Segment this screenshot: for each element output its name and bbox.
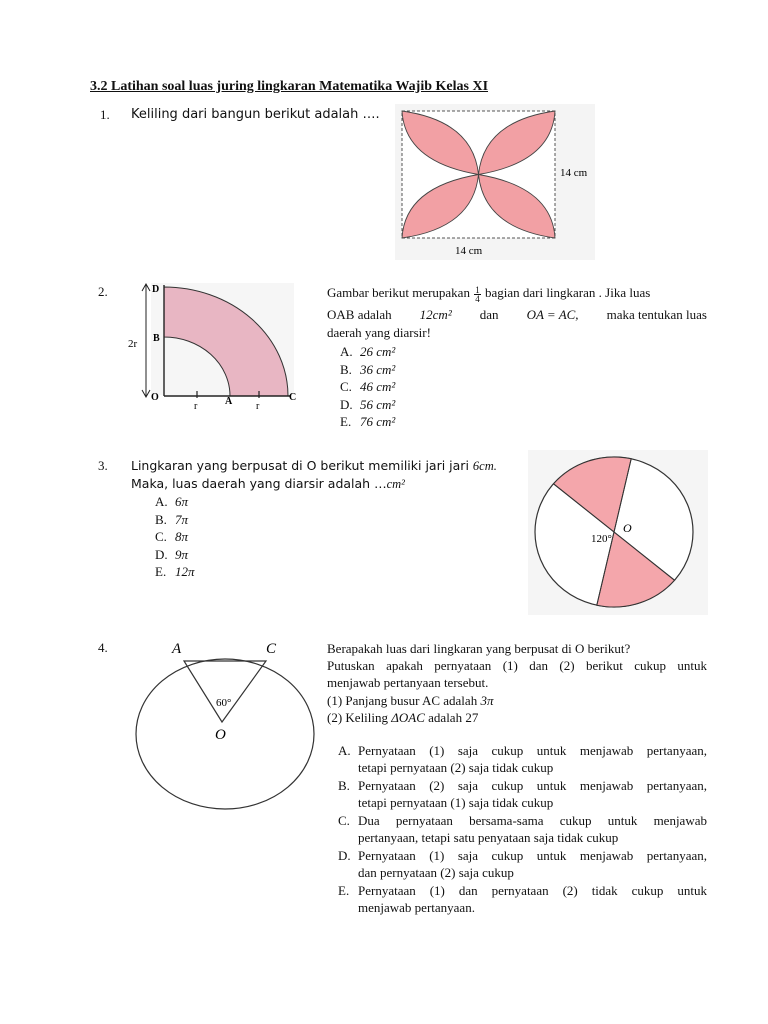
q2-line2-d: OA = AC, <box>526 306 579 322</box>
q2-frac-den: 4 <box>475 293 480 304</box>
q2-line2-b: 12cm² <box>419 306 452 322</box>
q2-option-e-value: 76 cm² <box>360 414 396 429</box>
q1-number: 1. <box>100 107 110 122</box>
q2-label-r1: r <box>194 401 198 412</box>
q4-option-b-letter: B. <box>338 778 350 793</box>
q2-option-c[interactable] <box>340 378 395 396</box>
q2-fraction <box>474 286 481 303</box>
q4-label-a: A <box>172 641 182 657</box>
q3-option-c-letter: C. <box>155 529 167 544</box>
q2-label-o: O <box>151 392 159 403</box>
q2-option-a-value: 26 cm² <box>360 344 396 359</box>
q3-figure <box>528 450 708 615</box>
q2-line2-a: OAB adalah <box>327 306 392 322</box>
q2-label-a: A <box>225 396 233 407</box>
q2-frac-num: 1 <box>475 284 480 295</box>
q3-option-b-letter: B. <box>155 511 167 527</box>
q4-option-e-line2: menjawab pertanyaan. <box>358 900 475 915</box>
q4-stmt2-math: ΔOAC <box>391 710 425 725</box>
q2-label-b: B <box>153 333 160 344</box>
q4-option-e-line1: Pernyataan (1) dan pernyataan (2) tidak cukup untuk <box>358 883 707 898</box>
q2-option-d-value: 56 cm² <box>360 396 396 412</box>
q4-option-d[interactable] <box>338 847 707 881</box>
q3-label-o: O <box>623 521 632 535</box>
q4-option-a[interactable] <box>338 742 707 776</box>
q3-option-d-letter: D. <box>155 546 168 562</box>
q4-option-c-line2: pertanyaan, tetapi satu penyataan saja tidak cukup <box>358 830 619 845</box>
q4-number: 4. <box>98 640 108 655</box>
q4-stmt1-math: 3π <box>480 693 494 708</box>
q4-line2: Putuskan apakah pernyataan (1) dan (2) berikut cukup untuk <box>327 658 707 673</box>
q3-option-a-value: 6π <box>175 494 189 509</box>
q4-option-a-line2: tetapi pernyataan (2) saja tidak cukup <box>358 760 554 775</box>
q2-option-c-value: 46 cm² <box>360 379 396 394</box>
q2-option-a[interactable] <box>340 343 395 361</box>
q4-label-c: C <box>266 641 277 657</box>
q4-question <box>327 640 707 726</box>
q2-label-r2: r <box>256 401 260 412</box>
q2-line3: daerah yang diarsir! <box>327 324 431 340</box>
q2-option-b[interactable] <box>340 361 395 379</box>
q3-option-e-value: 12π <box>175 564 195 579</box>
q2-option-d[interactable] <box>340 396 395 414</box>
q4-option-a-letter: A. <box>338 743 351 758</box>
q4-option-b-line2: tetapi pernyataan (1) saja tidak cukup <box>358 795 554 810</box>
q2-label-c: C <box>289 392 297 403</box>
q4-option-c[interactable] <box>338 812 707 846</box>
q4-options <box>338 742 707 916</box>
q3-option-e-letter: E. <box>155 564 167 579</box>
q2-option-e[interactable] <box>340 413 395 431</box>
q3-option-b-value: 7π <box>175 511 189 527</box>
q4-line3: menjawab pertanyaan tersebut. <box>327 675 489 690</box>
q2-label-2r: 2r <box>128 338 138 350</box>
q4-figure <box>125 636 325 816</box>
q2-option-e-letter: E. <box>340 414 352 429</box>
q3-option-a[interactable] <box>155 493 195 511</box>
q4-stmt2-post: adalah 27 <box>428 710 479 725</box>
q4-line1: Berapakah luas dari lingkaran yang berpusat di O berikut? <box>327 641 631 656</box>
q4-option-d-letter: D. <box>338 848 351 863</box>
q4-option-b[interactable] <box>338 777 707 811</box>
q1-figure <box>395 104 595 260</box>
page-title: 3.2 Latihan soal luas juring lingkaran Matematika Wajib Kelas XI <box>90 79 489 94</box>
q3-option-c[interactable] <box>155 528 195 546</box>
q1-label-right: 14 cm <box>560 167 588 179</box>
q2-option-b-value: 36 cm² <box>360 361 396 377</box>
q2-label-d: D <box>152 284 160 295</box>
q3-option-a-letter: A. <box>155 494 168 509</box>
q2-question <box>327 284 707 341</box>
q1-label-bottom: 14 cm <box>455 245 483 257</box>
q3-label-angle: 120° <box>591 533 612 545</box>
q2-option-c-letter: C. <box>340 379 352 394</box>
q4-option-e-letter: E. <box>338 883 350 898</box>
q3-option-d-value: 9π <box>175 546 189 562</box>
q4-option-b-line1: Pernyataan (2) saja cukup untuk menjawab pertanyaan, <box>358 778 707 793</box>
q1-text: Keliling dari bangun berikut adalah …. <box>131 107 380 122</box>
q2-line2-c: dan <box>479 306 499 322</box>
q2-figure <box>125 277 300 415</box>
q4-stmt2-pre: (2) Keliling <box>327 710 389 725</box>
q3-line1-pre: Lingkaran yang berpusat di O berikut memiliki jari jari <box>131 458 469 473</box>
q3-line2-math: cm² <box>386 477 405 491</box>
q3-question <box>131 457 531 493</box>
q3-option-c-value: 8π <box>175 529 189 544</box>
q2-line1-pre: Gambar berikut merupakan <box>327 285 470 300</box>
q3-option-b[interactable] <box>155 511 195 529</box>
q2-line2-e: maka tentukan luas <box>606 306 707 322</box>
q4-option-c-line1: Dua pernyataan bersama-sama cukup untuk menjawab <box>358 813 707 828</box>
q4-label-angle: 60° <box>216 697 232 709</box>
q4-option-e[interactable] <box>338 882 707 916</box>
q3-option-e[interactable] <box>155 563 195 581</box>
q2-option-b-letter: B. <box>340 361 352 377</box>
q3-line2-pre: Maka, luas daerah yang diarsir adalah … <box>131 476 387 491</box>
q2-line1-post: bagian dari lingkaran . Jika luas <box>484 285 651 300</box>
q3-line1-math: 6cm. <box>472 459 497 473</box>
q3-number: 3. <box>98 458 108 473</box>
q4-option-a-line1: Pernyataan (1) saja cukup untuk menjawab pertanyaan, <box>358 743 707 758</box>
q4-option-d-line1: Pernyataan (1) saja cukup untuk menjawab pertanyaan, <box>358 848 707 863</box>
q4-option-c-letter: C. <box>338 813 350 828</box>
q3-option-d[interactable] <box>155 546 195 564</box>
q2-number: 2. <box>98 284 108 299</box>
q2-option-d-letter: D. <box>340 396 353 412</box>
q4-stmt1-pre: (1) Panjang busur AC adalah <box>327 693 478 708</box>
q4-option-d-line2: dan pernyataan (2) saja cukup <box>358 865 514 880</box>
q3-options <box>155 493 195 581</box>
q2-options <box>340 343 395 431</box>
q4-label-o: O <box>215 727 226 743</box>
q2-option-a-letter: A. <box>340 344 353 359</box>
